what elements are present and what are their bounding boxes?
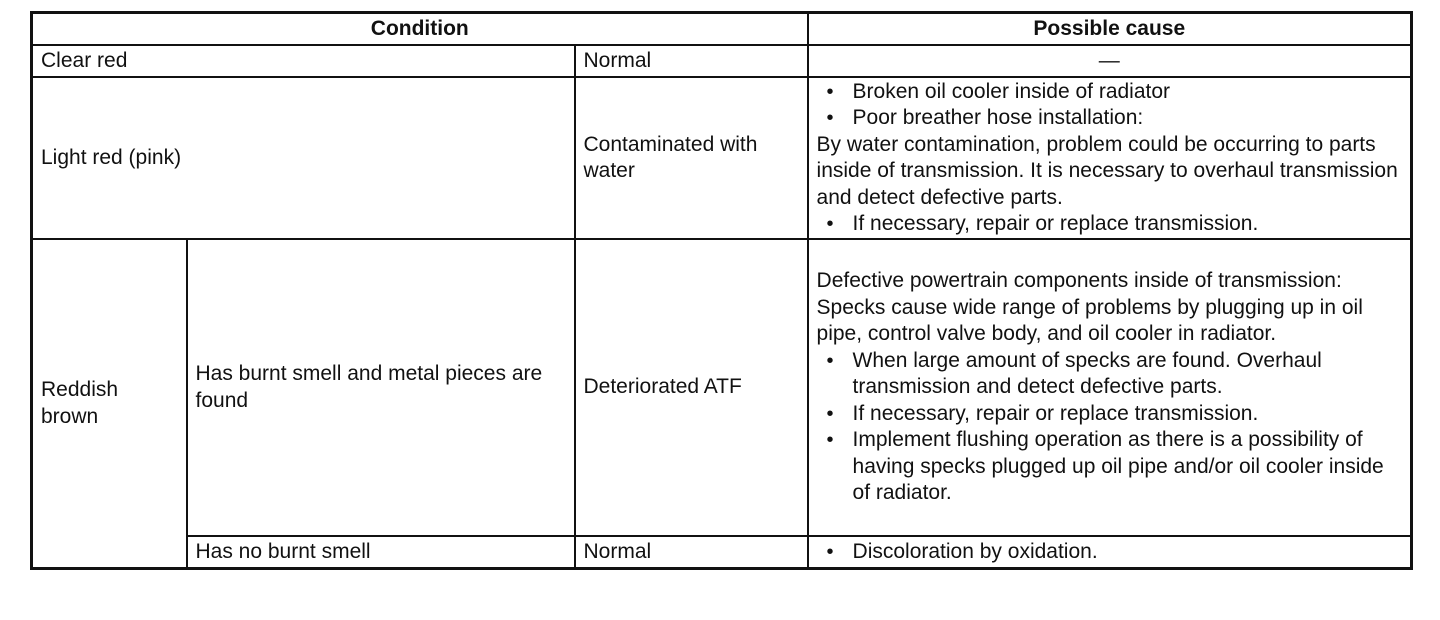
list-item: • If necessary, repair or replace transmission.: [817, 211, 1403, 238]
detail-no-burnt-smell: Has no burnt smell: [187, 536, 575, 569]
table-row: [32, 77, 1412, 239]
list-item: • Implement flushing operation as there is a possibility of having specks plugged up oil pipe and/or oil cooler inside of radiator.: [817, 427, 1403, 507]
cause-bullet-list: [817, 79, 1403, 132]
cause-bullet-list: [817, 211, 1403, 238]
cause-bullet-list: [817, 539, 1403, 566]
cause-text: By water contamination, problem could be occurring to parts inside of transmission. It is necessary to overhaul transmission and detect defective parts.: [816, 132, 1398, 209]
table-row: [32, 536, 1412, 569]
state-contaminated: Contaminated with water: [575, 77, 808, 239]
state-normal: Normal: [575, 45, 808, 77]
list-item: • When large amount of specks are found. Overhaul transmission and detect defective parts.: [817, 348, 1403, 401]
detail-burnt-smell: Has burnt smell and metal pieces are found: [187, 239, 575, 536]
color-clear-red: Clear red: [32, 45, 575, 77]
color-light-red: Light red (pink): [32, 77, 575, 239]
atf-condition-table: [30, 11, 1413, 570]
header-row: [32, 13, 1412, 46]
list-item: • Poor breather hose installation:: [817, 105, 1403, 132]
state-deteriorated: Deteriorated ATF: [575, 239, 808, 536]
color-reddish-brown: Reddish brown: [32, 239, 187, 569]
cause-text: Defective powertrain components inside of transmission:: [816, 269, 1342, 293]
cause-none: —: [808, 45, 1412, 77]
list-item: • If necessary, repair or replace transmission.: [817, 401, 1403, 428]
cause-text: Specks cause wide range of problems by plugging up in oil pipe, control valve body, and oil cooler in radiator.: [816, 295, 1363, 346]
cause-light-red: [808, 77, 1412, 239]
table-row: [32, 239, 1412, 536]
cause-bullet-list: [817, 348, 1403, 507]
cause-deteriorated: [808, 239, 1412, 536]
cause-oxidation: [808, 536, 1412, 569]
header-condition: Condition: [32, 13, 808, 46]
list-item: • Broken oil cooler inside of radiator: [817, 79, 1403, 106]
list-item: • Discoloration by oxidation.: [817, 539, 1403, 566]
table-row: [32, 45, 1412, 77]
state-normal: Normal: [575, 536, 808, 569]
header-possible-cause: Possible cause: [808, 13, 1412, 46]
